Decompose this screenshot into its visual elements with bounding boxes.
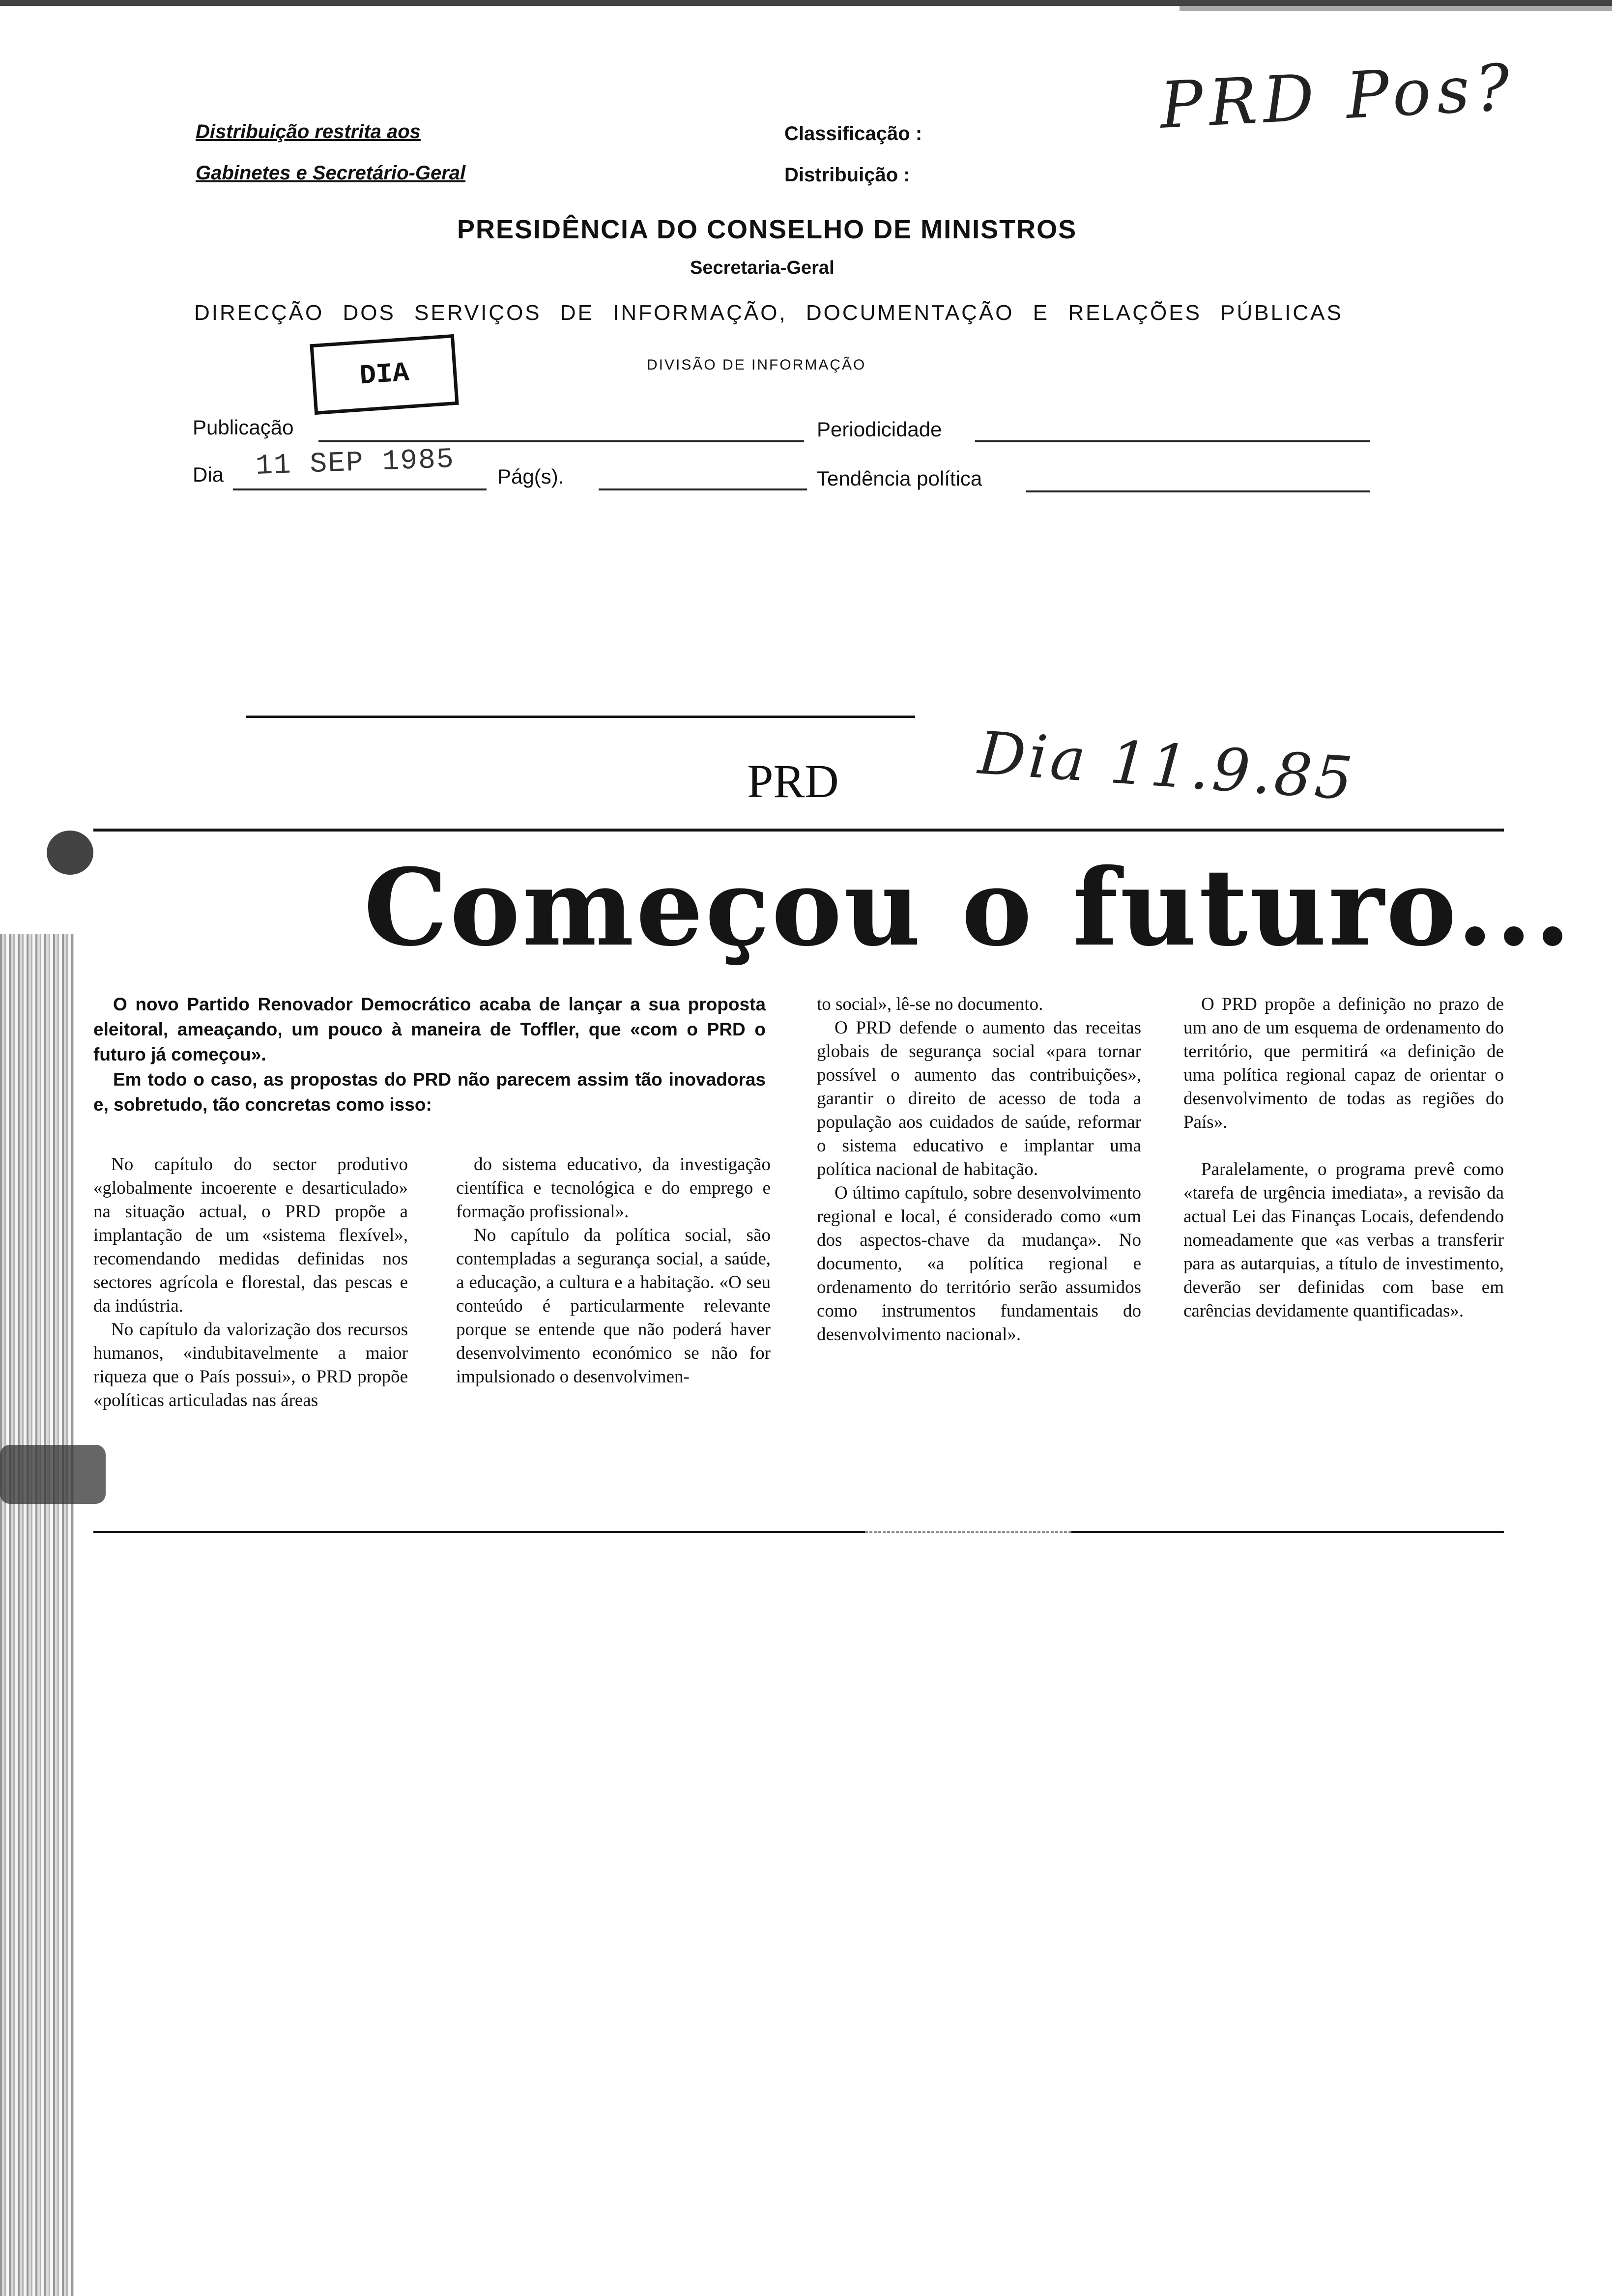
secretariat-heading: Secretaria-Geral [690, 258, 835, 278]
handwritten-date-note: Dia 11.9.85 [976, 719, 1358, 814]
tendency-label: Tendência política [817, 467, 982, 490]
tendency-field[interactable] [1026, 488, 1370, 492]
scan-edge-top-shadow [1180, 6, 1612, 11]
handwritten-annotation-top: PRD Pos? [1158, 50, 1518, 143]
article-column-2 [456, 1153, 771, 1389]
article-column-1 [93, 1153, 408, 1412]
division-heading: DIVISÃO DE INFORMAÇÃO [647, 357, 866, 373]
article-column-3 [817, 993, 1141, 1347]
dia-stamp: DIA [310, 334, 459, 415]
clipping-top-rule [246, 716, 915, 718]
column-paragraph: Paralelamente, o programa prevê como «tarefa de urgência imediata», a revisão da actual Lei das Finanças Locais, defendendo nomeadamente que «as verbas a transferir para as autarquias, a título de investimento, deverão ser definidas com base em carências devidamente quantificadas». [1183, 1159, 1504, 1321]
pages-label: Pág(s). [497, 465, 564, 488]
intro-paragraph: Em todo o caso, as propostas do PRD não parecem assim tão inovadoras e, sobretudo, tão concretas como isso: [93, 1069, 766, 1115]
day-field[interactable] [233, 487, 487, 490]
column-paragraph: to social», lê-se no documento. [817, 994, 1043, 1014]
organization-heading: PRESIDÊNCIA DO CONSELHO DE MINISTROS [457, 215, 1077, 244]
restricted-distribution-line1: Distribuição restrita aos [196, 121, 421, 143]
distribution-label: Distribuição : [784, 164, 910, 186]
article-bottom-rule-left [93, 1531, 865, 1533]
column-paragraph: No capítulo do sector produtivo «globalmente incoerente e desarticulado» na situação actual, o PRD propõe a implantação de um «sistema flexível», recomendando medidas definidas nos sectores agrícola e florestal, das pescas e da indústria. [93, 1154, 408, 1316]
periodicity-label: Periodicidade [817, 418, 942, 441]
article-intro [93, 992, 766, 1117]
periodicity-field[interactable] [975, 438, 1370, 442]
classification-label: Classificação : [784, 123, 922, 144]
article-headline: Começou o futuro... [364, 845, 1573, 970]
directorate-heading: DIRECÇÃO DOS SERVIÇOS DE INFORMAÇÃO, DOCUMENTAÇÃO E RELAÇÕES PÚBLICAS [194, 301, 1343, 325]
column-paragraph: O PRD propõe a definição no prazo de um ano de um esquema de ordenamento do território, que permitirá «a definição de uma política regional capaz de orientar o desenvolvimento de todas as regiões do País». [1183, 994, 1504, 1132]
article-column-4 [1183, 993, 1504, 1323]
day-label: Dia [193, 463, 224, 486]
publication-label: Publicação [193, 416, 294, 439]
restricted-distribution-line2: Gabinetes e Secretário-Geral [196, 162, 466, 184]
scan-edge-top [0, 0, 1612, 6]
column-paragraph: O PRD defende o aumento das receitas globais de segurança social «para tornar possível o aumento das contribuições», garantir o direito de acesso de toda a população aos cuidados de saúde, reformar o sistema educativo e implantar uma política nacional de habitação. [817, 1018, 1141, 1179]
column-paragraph: No capítulo da política social, são contempladas a segurança social, a saúde, a educação, a cultura e a habitação. «O seu conteúdo é particularmente relevante porque se entende que não poderá haver desenvolvimento económico se não for impulsionado o desenvolvimen- [456, 1225, 771, 1387]
section-label: PRD [747, 755, 839, 807]
column-paragraph: O último capítulo, sobre desenvolvimento regional e local, é considerado como «um dos aspectos-chave da mudança». No documento, «a política regional e ordenamento do território serão assumidos como instrumentos fundamentais do desenvolvimento nacional». [817, 1183, 1141, 1345]
headline-rule [93, 829, 1504, 832]
article-bottom-rule-gap [865, 1531, 1071, 1533]
column-paragraph: do sistema educativo, da investigação científica e tecnológica e do emprego e formação profissional». [456, 1154, 771, 1222]
article-bottom-rule-right [1071, 1531, 1504, 1533]
scan-edge-left [0, 934, 74, 2296]
pages-field[interactable] [599, 487, 807, 490]
punch-hole [47, 831, 93, 875]
column-paragraph: No capítulo da valorização dos recursos humanos, «indubitavelmente a maior riqueza que o País possui», o PRD propõe «políticas articuladas nas áreas [93, 1320, 408, 1410]
intro-paragraph: O novo Partido Renovador Democrático acaba de lançar a sua proposta eleitoral, ameaçando, um pouco à maneira de Toffler, que «com o PRD o futuro já começou». [93, 994, 766, 1064]
publication-field[interactable] [318, 438, 804, 442]
day-date-stamp: 11 SEP 1985 [255, 443, 455, 483]
binder-mark [0, 1445, 106, 1504]
